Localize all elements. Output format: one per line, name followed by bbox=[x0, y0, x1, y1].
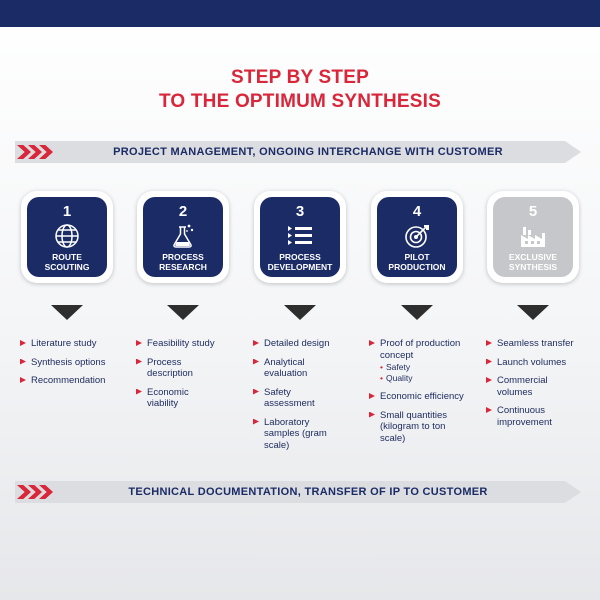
banner-technical-documentation bbox=[15, 481, 581, 503]
step-tile bbox=[143, 197, 223, 277]
down-arrow-icon bbox=[401, 305, 433, 320]
list-item bbox=[486, 338, 596, 350]
title-line-2: TO THE OPTIMUM SYNTHESIS bbox=[158, 91, 442, 112]
list-item-text: Recommendation bbox=[31, 375, 106, 386]
bullet-triangle-icon bbox=[20, 359, 26, 365]
step-card-5 bbox=[487, 191, 579, 283]
list-item bbox=[253, 387, 338, 410]
step-tile bbox=[493, 197, 573, 277]
top-bar bbox=[0, 0, 600, 27]
step-card-3 bbox=[254, 191, 346, 283]
sub-list-item-text: Quality bbox=[385, 373, 413, 383]
bullet-triangle-icon bbox=[253, 419, 259, 425]
sub-list-item bbox=[380, 373, 481, 384]
step-label-line: PILOT bbox=[404, 252, 430, 262]
list-item bbox=[369, 391, 481, 403]
list-item bbox=[136, 357, 218, 380]
step-card-4 bbox=[371, 191, 463, 283]
step-label bbox=[377, 252, 457, 272]
step-label bbox=[143, 252, 223, 272]
bullet-triangle-icon bbox=[486, 407, 492, 413]
list-item-text: Laboratory samples (gram scale) bbox=[264, 416, 327, 451]
step-label-line: RESEARCH bbox=[159, 262, 207, 272]
step-number: 2 bbox=[178, 203, 188, 220]
list-item bbox=[486, 405, 561, 428]
sub-list-item bbox=[380, 362, 481, 373]
list-item bbox=[136, 387, 218, 410]
step-1-list bbox=[20, 338, 132, 394]
bullet-triangle-icon bbox=[136, 389, 142, 395]
target-icon bbox=[403, 223, 431, 249]
step-card-2 bbox=[137, 191, 229, 283]
list-item bbox=[20, 375, 132, 387]
banner-text: PROJECT MANAGEMENT, ONGOING INTERCHANGE WITH CUSTOMER bbox=[113, 146, 503, 158]
bullet-dot-icon: • bbox=[380, 373, 383, 383]
bullet-triangle-icon bbox=[369, 340, 375, 346]
list-item bbox=[20, 338, 132, 350]
list-item-text: Process description bbox=[147, 356, 193, 379]
list-item bbox=[253, 417, 338, 452]
step-number: 4 bbox=[412, 203, 422, 220]
sub-list-item-text: Safety bbox=[385, 362, 411, 372]
flask-icon bbox=[169, 223, 197, 249]
list-item-text: Detailed design bbox=[264, 338, 330, 349]
banner-text: TECHNICAL DOCUMENTATION, TRANSFER OF IP TO CUSTOMER bbox=[128, 486, 488, 498]
list-item-text: Economic efficiency bbox=[380, 391, 464, 402]
step-label-line: DEVELOPMENT bbox=[267, 262, 333, 272]
bullet-triangle-icon bbox=[369, 393, 375, 399]
list-item-text: Launch volumes bbox=[497, 356, 567, 368]
banner-project-management bbox=[15, 141, 581, 163]
step-2-list bbox=[136, 338, 218, 417]
list-item-text: Seamless transfer bbox=[497, 338, 574, 349]
step-5-list bbox=[486, 338, 596, 435]
step-card-1 bbox=[21, 191, 113, 283]
sub-list bbox=[380, 362, 481, 384]
step-label-line: PROCESS bbox=[162, 252, 204, 262]
factory-icon bbox=[519, 223, 547, 249]
list-item-text: Proof of production concept bbox=[380, 338, 461, 361]
page-title bbox=[0, 66, 600, 114]
step-label-line: SYNTHESIS bbox=[508, 262, 558, 272]
list-item-text: Synthesis options bbox=[31, 356, 106, 368]
title-line-1: STEP BY STEP bbox=[231, 67, 369, 88]
bullet-triangle-icon bbox=[136, 359, 142, 365]
step-label-line: PRODUCTION bbox=[388, 262, 446, 272]
step-tile bbox=[27, 197, 107, 277]
step-label bbox=[260, 252, 340, 272]
list-item bbox=[253, 357, 338, 380]
step-4-list bbox=[369, 338, 481, 451]
list-item bbox=[486, 375, 561, 398]
down-arrow-icon bbox=[517, 305, 549, 320]
list-item bbox=[20, 357, 132, 369]
down-arrow-icon bbox=[167, 305, 199, 320]
step-label-line: PROCESS bbox=[279, 252, 321, 262]
bullet-dot-icon: • bbox=[380, 362, 383, 372]
list-item bbox=[369, 338, 481, 384]
list-item-text: Continuous improvement bbox=[497, 405, 552, 428]
list-item-text: Literature study bbox=[31, 338, 97, 349]
step-label bbox=[27, 252, 107, 272]
bullet-triangle-icon bbox=[369, 412, 375, 418]
list-item-text: Safety assessment bbox=[264, 386, 315, 409]
bullet-triangle-icon bbox=[486, 340, 492, 346]
step-label-line: SCOUTING bbox=[44, 262, 90, 272]
bullet-triangle-icon bbox=[253, 340, 259, 346]
list-item bbox=[369, 410, 461, 445]
step-3-list bbox=[253, 338, 338, 458]
bullet-triangle-icon bbox=[20, 340, 26, 346]
list-item-text: Small quantities (kilogram to ton scale) bbox=[380, 409, 448, 444]
bullet-triangle-icon bbox=[136, 340, 142, 346]
step-number: 1 bbox=[62, 203, 72, 220]
step-tile bbox=[260, 197, 340, 277]
list-item bbox=[486, 357, 596, 369]
bullet-triangle-icon bbox=[20, 377, 26, 383]
bullet-triangle-icon bbox=[253, 359, 259, 365]
list-item-text: Feasibility study bbox=[147, 338, 215, 349]
step-label bbox=[493, 252, 573, 272]
list-item bbox=[136, 338, 218, 350]
list-item-text: Analytical evaluation bbox=[264, 356, 308, 379]
down-arrow-icon bbox=[284, 305, 316, 320]
bullet-triangle-icon bbox=[253, 389, 259, 395]
step-number: 3 bbox=[295, 203, 305, 220]
list-icon bbox=[286, 223, 314, 249]
bullet-triangle-icon bbox=[486, 377, 492, 383]
step-label-line: ROUTE bbox=[52, 252, 82, 262]
list-item-text: Commercial volumes bbox=[497, 375, 548, 398]
globe-icon bbox=[53, 223, 81, 249]
bullet-triangle-icon bbox=[486, 359, 492, 365]
step-number: 5 bbox=[528, 203, 538, 220]
down-arrow-icon bbox=[51, 305, 83, 320]
list-item-text: Economic viability bbox=[147, 386, 189, 409]
step-label-line: EXCLUSIVE bbox=[508, 252, 558, 262]
list-item bbox=[253, 338, 338, 350]
step-tile bbox=[377, 197, 457, 277]
